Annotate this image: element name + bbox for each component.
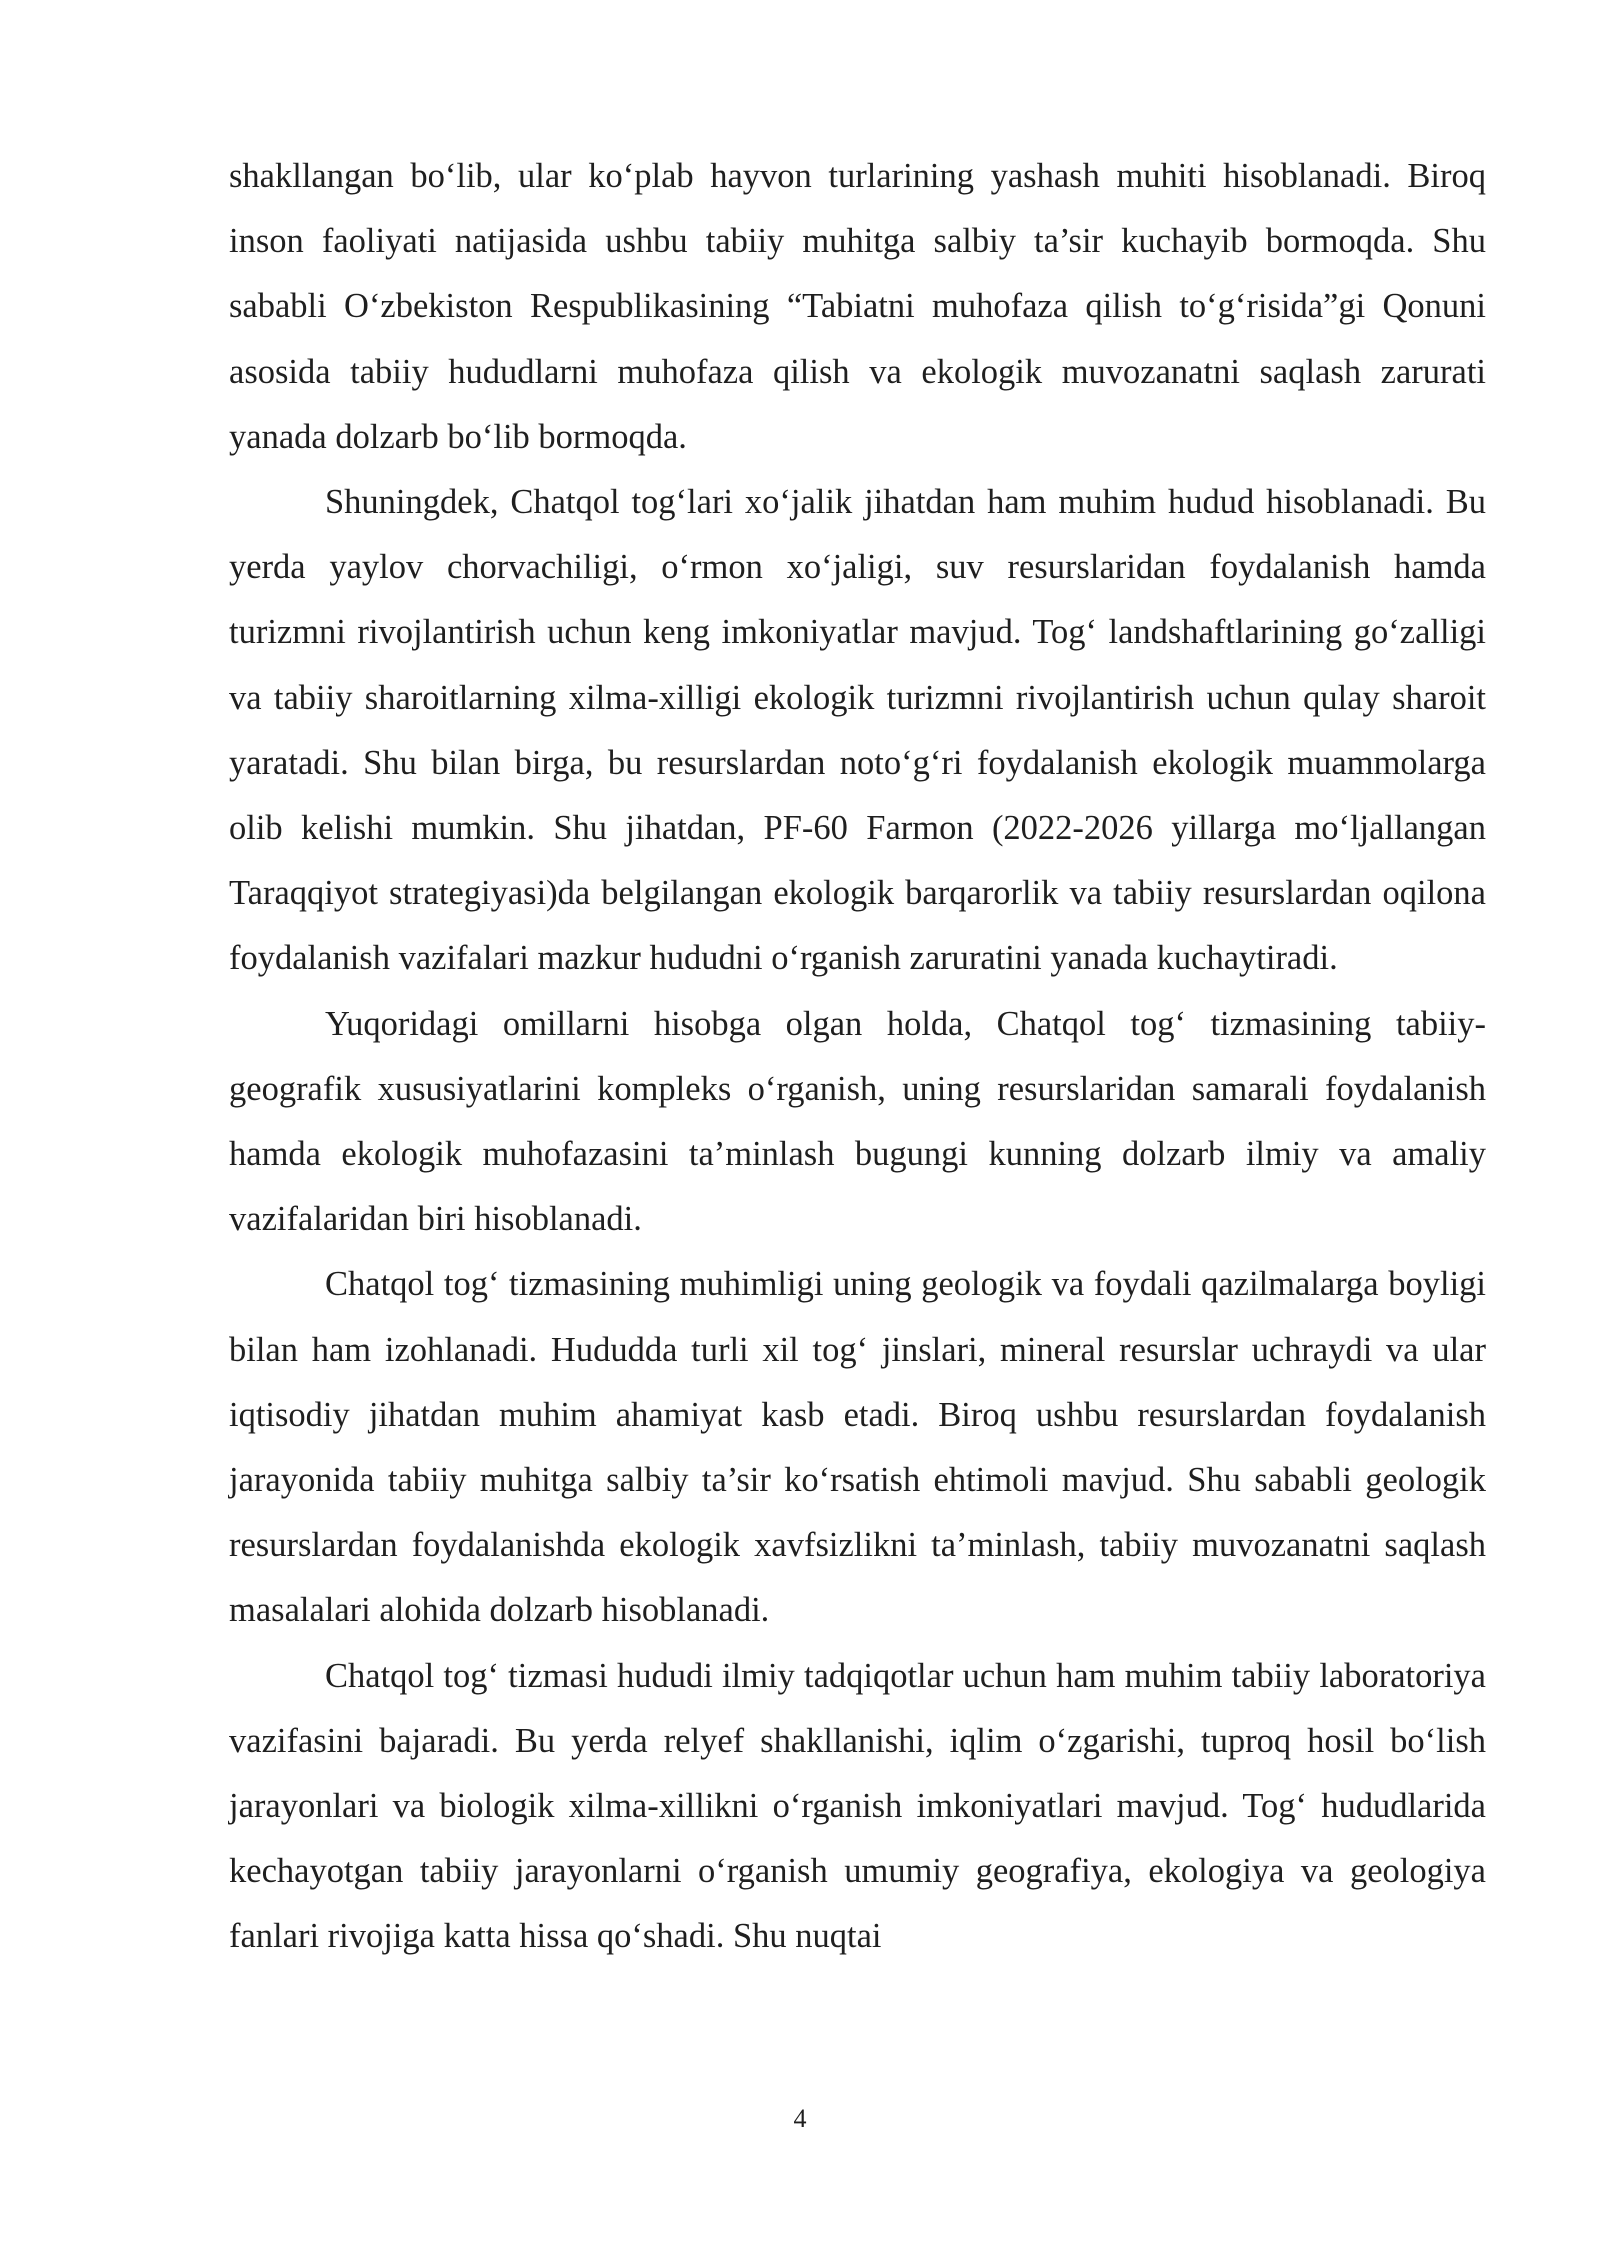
body-text [229, 144, 1486, 1970]
paragraph-geological-resources: Chatqol tog‘ tizmasining muhimligi uning geologik va foydali qazilmalarga boyligi bilan ham izohlanadi. Hududda turli xil tog‘ jinslari, mineral resurslar uchraydi va ular iqtisodiy jihatdan muhim ahamiyat kasb etadi. Biroq ushbu resurslardan foydalanish jarayonida tabiiy muhitga salbiy ta’sir ko‘rsatish ehtimoli mavjud. Shu sababli geologik resurslardan foydalanishda ekologik xavfsizlikni ta’minlash, tabiiy muvozanatni saqlash masalalari alohida dolzarb hisoblanadi. [229, 1265, 1486, 1630]
paragraph-research-relevance: Yuqoridagi omillarni hisobga olgan holda, Chatqol tog‘ tizmasining tabiiy-geografik xususiyatlarini kompleks o‘rganish, uning resurslaridan samarali foydalanish hamda ekologik muhofazasini ta’minlash bugungi kunning dolzarb ilmiy va amaliy vazifalaridan biri hisoblanadi. [229, 1004, 1486, 1239]
paragraph-scientific-laboratory: Chatqol tog‘ tizmasi hududi ilmiy tadqiqotlar uchun ham muhim tabiiy laboratoriya vazifasini bajaradi. Bu yerda relyef shakllanishi, iqlim o‘zgarishi, tuproq hosil bo‘lish jarayonlari va biologik xilma-xillikni o‘rganish imkoniyatlari mavjud. Tog‘ hududlarida kechayotgan tabiiy jarayonlarni o‘rganish umumiy geografiya, ekologiya va geologiya fanlari rivojiga katta hissa qo‘shadi. Shu nuqtai [229, 1656, 1486, 1956]
page-number: 4 [793, 2104, 807, 2133]
paragraph-continuation: shakllangan bo‘lib, ular ko‘plab hayvon turlarining yashash muhiti hisoblanadi. Biroq inson faoliyati natijasida ushbu tabiiy muhitga salbiy ta’sir kuchayib bormoqda. Shu sababli O‘zbekiston Respublikasining “Tabiatni muhofaza qilish to‘g‘risida”gi Qonuni asosida tabiiy hududlarni muhofaza qilish va ekologik muvozanatni saqlash zarurati yanada dolzarb bo‘lib bormoqda. [229, 157, 1486, 456]
paragraph-economic-importance: Shuningdek, Chatqol tog‘lari xo‘jalik jihatdan ham muhim hudud hisoblanadi. Bu yerda yaylov chorvachiligi, o‘rmon xo‘jaligi, suv resurslaridan foydalanish hamda turizmni rivojlantirish uchun keng imkoniyatlar mavjud. Tog‘ landshaftlarining go‘zalligi va tabiiy sharoitlarning xilma-xilligi ekologik turizmni rivojlantirish uchun qulay sharoit yaratadi. Shu bilan birga, bu resurslardan noto‘g‘ri foydalanish ekologik muammolarga olib kelishi mumkin. Shu jihatdan, PF-60 Farmon (2022-2026 yillarga mo‘ljallangan Taraqqiyot strategiyasi)da belgilangan ekologik barqarorlik va tabiiy resurslardan oqilona foydalanish vazifalari mazkur hududni o‘rganish zaruratini yanada kuchaytiradi. [229, 483, 1486, 978]
